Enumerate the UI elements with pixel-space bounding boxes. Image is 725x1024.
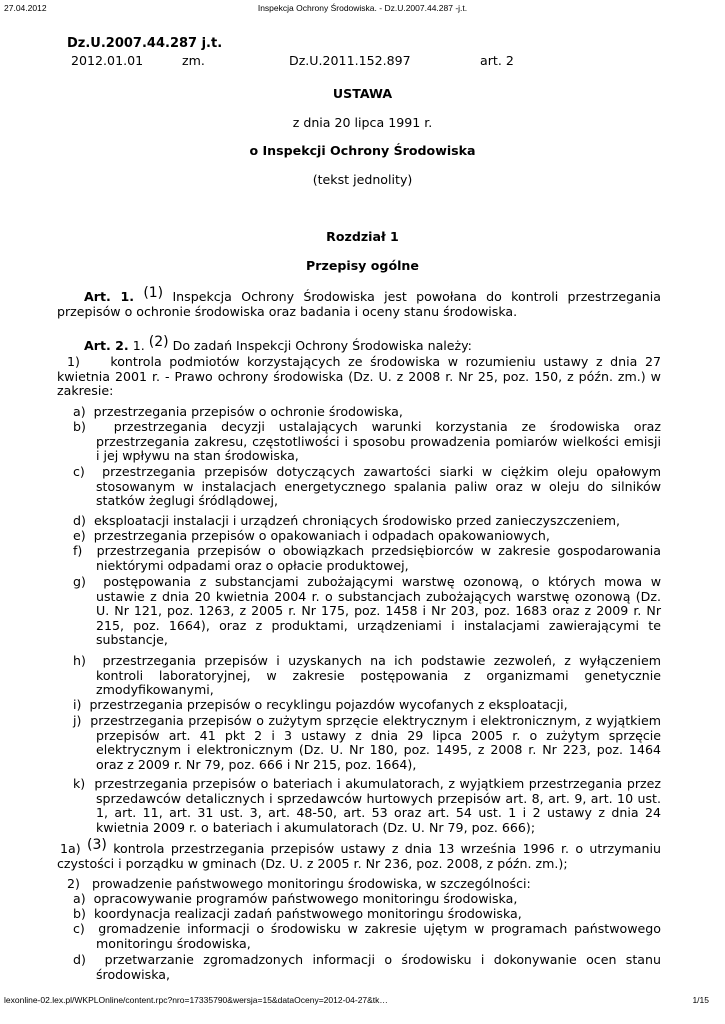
subitem [73, 952, 661, 982]
article-2-number: 1. [132, 338, 145, 353]
point-1-number: 1) [67, 354, 80, 369]
footnote-ref-1[interactable]: (1) [143, 285, 164, 301]
subitem [73, 574, 661, 648]
footnote-ref-2[interactable]: (2) [148, 334, 169, 350]
subitem-letter: b) [73, 419, 86, 434]
print-page-number: 1/15 [692, 995, 709, 1005]
subitem-text: przestrzegania decyzji ustalających warunki korzystania ze środowiska oraz przestrzegania zakresu, częstotliwości i sposobu prowadzenia pomiarów wielkości emisji i jej wpływu na stan środowiska, [96, 419, 661, 463]
subitem-letter: a) [73, 891, 86, 906]
subitem-letter: c) [73, 464, 85, 479]
subitem-letter: a) [73, 404, 86, 419]
subitem [73, 921, 661, 951]
point-2-text: prowadzenie państwowego monitoringu środowiska, w szczególności: [91, 876, 531, 891]
article-2-label: Art. 2. [84, 338, 129, 353]
point-1a [57, 837, 661, 871]
article-1 [57, 285, 661, 319]
subitem-text: przestrzegania przepisów o obowiązkach przedsiębiorców w zakresie gospodarowania niektórymi odpadami oraz o opłacie produktowej, [96, 543, 661, 573]
point-2 [57, 877, 661, 892]
chapter-heading: Rozdział 1 [326, 229, 399, 244]
subitem [73, 776, 661, 835]
subitem [73, 891, 661, 907]
subitem-text: eksploatacji instalacji i urządzeń chroniących środowisko przed zanieczyszczeniem, [93, 513, 621, 528]
subitem [73, 713, 661, 772]
subitem [73, 464, 661, 509]
subitem-letter: h) [73, 653, 86, 668]
subitem-letter: f) [73, 543, 83, 558]
subitem-letter: g) [73, 574, 86, 589]
chapter-title: Przepisy ogólne [306, 258, 419, 273]
point-1a-number: 1a) [60, 841, 81, 856]
subitem-text: przestrzegania przepisów dotyczących zawartości siarki w ciężkim oleju opałowym stosowanym w instalacjach energetycznego spalania paliw oraz w oleju do silników statków żeglugi śródlądowej, [96, 464, 661, 508]
act-note: (tekst jednolity) [312, 172, 413, 187]
subitem-text: opracowywanie programów państwowego monitoringu środowiska, [93, 891, 518, 906]
subitem-letter: d) [73, 513, 86, 528]
subitem-letter: k) [73, 776, 86, 791]
subitem-letter: j) [73, 713, 82, 728]
subitem-text: przestrzegania przepisów o zużytym sprzęcie elektrycznym i elektronicznym, z wyjątkiem przepisów art. 41 pkt 2 i 3 ustawy z dnia 29 lipca 2005 r. o zużytym sprzęcie elektrycznym i elektronicznym (Dz. U. Nr 180, poz. 1495, z 2008 r. Nr 223, poz. 1464 oraz z 2009 r. Nr 79, poz. 666 i Nr 215, poz. 1664), [90, 713, 661, 772]
act-type: USTAWA [332, 86, 393, 101]
doc-reference: Dz.U.2007.44.287 j.t. [67, 36, 223, 51]
subitem-letter: i) [73, 697, 82, 712]
footnote-ref-3[interactable]: (3) [87, 837, 107, 853]
point-2-number: 2) [67, 876, 80, 891]
subitem [73, 653, 661, 698]
subitem-letter: d) [73, 952, 86, 967]
subitem-text: przestrzegania przepisów o recyklingu pojazdów wycofanych z eksploatacji, [89, 697, 568, 712]
subitem-text: przestrzegania przepisów o ochronie środowiska, [93, 404, 403, 419]
article-2-intro [57, 334, 661, 354]
subitem-text: przetwarzanie zgromadzonych informacji o środowisku i dokonywanie ocen stanu środowiska, [96, 952, 661, 982]
subitem-text: gromadzenie informacji o środowisku w zakresie ujętym w programach państwowego monitoringu środowiska, [96, 921, 661, 951]
print-date: 27.04.2012 [4, 3, 47, 13]
print-title: Inspekcja Ochrony Środowiska. - Dz.U.2007.44.287 -j.t. [257, 3, 468, 13]
subitem-text: przestrzegania przepisów o bateriach i akumulatorach, z wyjątkiem przestrzegania przez sprzedawców detalicznych i sprzedawców hurtowych przepisów art. 8, art. 9, art. 10 ust. 1, art. 11, art. 31 ust. 3, art. 48-50, art. 53 oraz art. 54 ust. 1 i 2 ustawy z dnia 24 kwietnia 2009 r. o bateriach i akumulatorach (Dz. U. Nr 79, poz. 666); [94, 776, 661, 835]
change-date: 2012.01.01 [71, 53, 144, 68]
act-date: z dnia 20 lipca 1991 r. [292, 115, 433, 130]
subitem [73, 513, 661, 529]
article-2-intro-text: Do zadań Inspekcji Ochrony Środowiska należy: [172, 338, 472, 353]
subitem-text: postępowania z substancjami zubożającymi warstwę ozonową, o których mowa w ustawie z dnia 20 kwietnia 2004 r. o substancjach zubożających warstwę ozonową (Dz. U. Nr 121, poz. 1263, z 2005 r. Nr 175, poz. 1458 i Nr 203, poz. 1683 oraz z 2009 r. Nr 215, poz. 1664), oraz z produktami, urządzeniami i instalacjami zawierającymi te substancje, [96, 574, 661, 647]
subitem-text: przestrzegania przepisów i uzyskanych na ich podstawie zezwoleń, z wyłączeniem kontroli laboratoryjnej, w zakresie postępowania z organizmami genetycznie zmodyfikowanymi, [96, 653, 661, 697]
article-1-label: Art. 1. [84, 289, 134, 304]
act-title: o Inspekcji Ochrony Środowiska [249, 143, 476, 158]
subitem [73, 697, 661, 713]
change-reference: Dz.U.2011.152.897 [289, 53, 411, 68]
subitem [73, 528, 661, 544]
change-type: zm. [182, 53, 205, 68]
subitem-text: przestrzegania przepisów o opakowaniach i odpadach opakowaniowych, [93, 528, 550, 543]
subitem-letter: e) [73, 528, 86, 543]
subitem [73, 543, 661, 573]
subitem [73, 404, 661, 420]
print-url: lexonline-02.lex.pl/WKPLOnline/content.rpc?nro=17335790&wersja=15&dataOceny=2012-04-27&tk… [4, 995, 388, 1005]
article-1-text: Inspekcja Ochrony Środowiska jest powołana do kontroli przestrzegania przepisów o ochronie środowiska oraz badania i oceny stanu środowiska. [57, 289, 661, 319]
point-1a-text: kontrola przestrzegania przepisów ustawy z dnia 13 września 1996 r. o utrzymaniu czystości i porządku w gminach (Dz. U. z 2005 r. Nr 236, poz. 2008, z późn. zm.); [57, 841, 661, 871]
subitem [73, 419, 661, 464]
point-1-text: kontrola podmiotów korzystających ze środowiska w rozumieniu ustawy z dnia 27 kwietnia 2001 r. - Prawo ochrony środowiska (Dz. U. z 2008 r. Nr 25, poz. 150, z późn. zm.) w zakresie: [57, 354, 661, 398]
subitem-letter: b) [73, 906, 86, 921]
subitem-letter: c) [73, 921, 85, 936]
subitem [73, 906, 661, 922]
change-article: art. 2 [480, 53, 514, 68]
point-1 [57, 355, 661, 399]
subitem-text: koordynacja realizacji zadań państwowego monitoringu środowiska, [93, 906, 522, 921]
